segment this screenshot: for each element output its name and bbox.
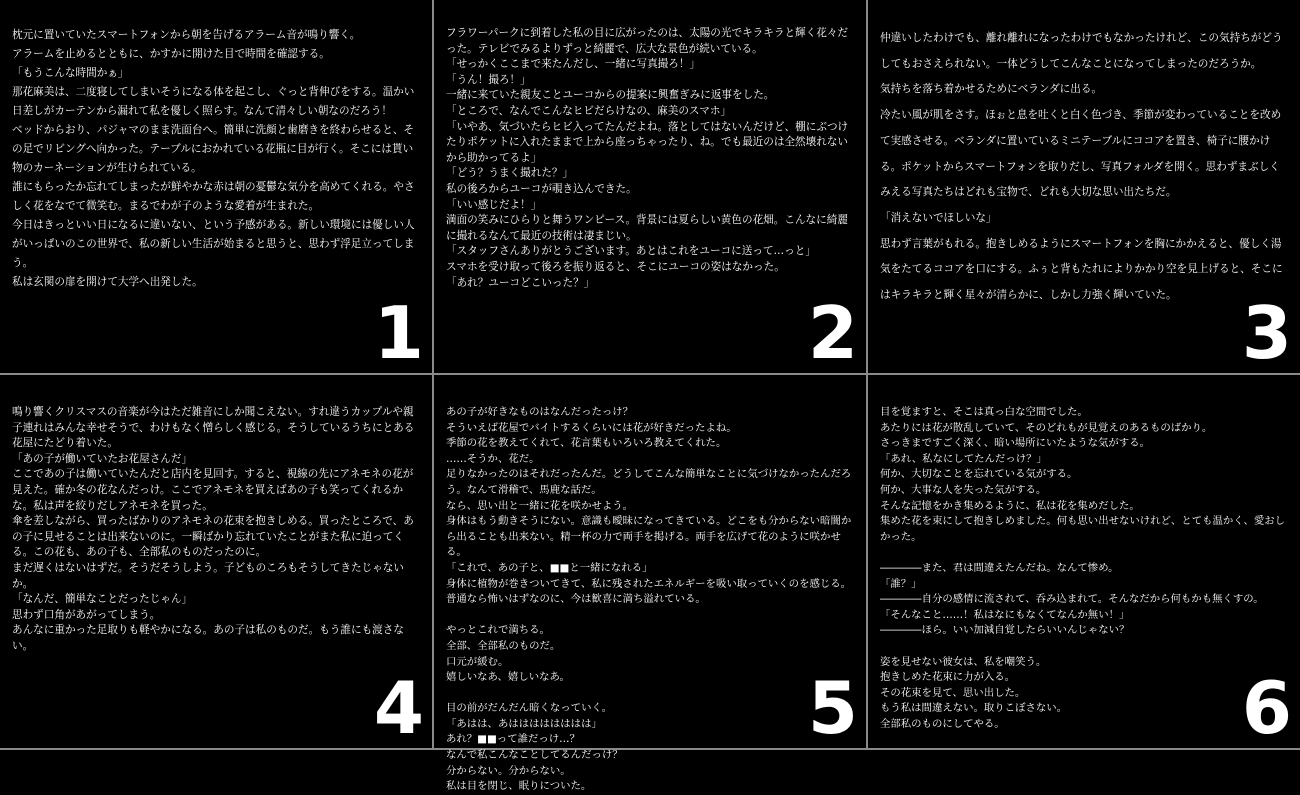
story-line: 私の後ろからユーコが覗き込んできた。 (446, 182, 637, 195)
story-line: 口元が緩む。 (446, 655, 509, 668)
story-line: 姿を見せない彼女は、私を嘲笑う。 (880, 655, 1047, 668)
story-line: もう私は間違えない。取りこぼさない。 (880, 702, 1068, 715)
story-line: その花束を見て、思い出した。 (880, 686, 1026, 699)
story-line: やっとこれで満ちる。 (446, 624, 550, 637)
story-panel-3 (868, 0, 1300, 373)
panel-number: 1 (373, 291, 424, 375)
story-line: フラワーパークに到着した私の目に広がったのは、太陽の光でキラキラと輝く花々だった。テレビでみるよりずっと綺麗で、広大な景色が続いている。 (446, 27, 849, 55)
story-line: あの子が好きなものはなんだったっけ？ (446, 406, 634, 418)
story-line: そんな記憶をかき集めるように、私は花を集めだした。 (880, 499, 1140, 512)
story-line: 「いやあ、気づいたらヒビ入ってたんだよね。落としてはないんだけど、棚にぶつけたりポケットに入れたままで上から座っちゃったり、ね。でも最近のは全然壊れないから助かってるよ」 (446, 120, 849, 164)
story-line: 目を覚ますと、そこは真っ白な空間でした。 (880, 406, 1088, 418)
panel-text (12, 26, 422, 292)
story-line: 「いい感じだよ！」 (446, 198, 542, 211)
panel-number: 6 (1241, 666, 1292, 750)
story-line: 「そんなこと……！私はなにもなくてなんか無い！」 (880, 608, 1130, 621)
panel-text (12, 405, 422, 655)
story-line: 一緒に来ていた親友ことユーコからの提案に興奮ぎみに返事をした。 (446, 89, 775, 102)
story-panel-4 (0, 375, 432, 748)
story-line: 誰にもらったか忘れてしまったが鮮やかな赤は朝の憂鬱な気分を高めてくれる。やさしく花をなでて微笑む。まるでわが子のような愛着が生まれた。 (12, 181, 415, 212)
story-line: 「あれ、私なにしてたんだっけ？」 (880, 452, 1047, 465)
story-line: あんなに重かった足取りも軽やかになる。あの子は私のものだ。もう誰にも渡さない。 (12, 624, 404, 652)
story-line: 全部、全部私のものだ。 (446, 639, 561, 652)
story-line: 傘を差しながら、買ったばかりのアネモネの花束を抱きしめる。買ったところで、あの子に見せることは出来ないのに。一瞬ばかり忘れていたことがまた私に迫ってくる。この花も、あの子も、全部私のものだったのに。 (12, 515, 414, 559)
story-line: 「どう？うまく撮れた？」 (446, 167, 574, 180)
story-line: 仲違いしたわけでも、離れ離れになったわけでもなかったけれど、この気持ちがどうしてもおさえられない。一体どうしてこんなことになってしまったのだろうか。 (880, 32, 1283, 70)
story-line: 「ところで、なんでこんなヒビだらけなの、麻美のスマホ」 (446, 104, 732, 117)
story-line: 私は目を閉じ、眠りについた。 (446, 780, 592, 793)
story-line: アラームを止めるとともに、かすかに開けた目で時間を確認する。 (12, 48, 330, 60)
story-line: ――――ほら。いい加減自覚したらいいんじゃない？ (880, 624, 1130, 637)
story-line: 「なんだ、簡単なことだったじゃん」 (12, 593, 193, 606)
blank-line (880, 639, 1290, 655)
story-line: そういえば花屋でバイトするくらいには花が好きだったよね。 (446, 421, 737, 434)
story-line: 気持ちを落ち着かせるためにベランダに出る。 (880, 83, 1103, 96)
story-line: 足りなかったのはそれだったんだ。どうしてこんな簡単なことに気づけなかったんだろう。なんて滑稽で、馬鹿な話だ。 (446, 468, 852, 496)
story-line: 今日はきっといい日になるに違いない、という予感がある。新しい環境には優しい人がいっぱいのこの世界で、私の新しい生活が始まると思うと、思わず浮足立ってしまう。 (12, 219, 415, 269)
story-line: ――――自分の感情に流されて、呑み込まれて。そんなだから何もかも無くすの。 (880, 593, 1264, 606)
story-line: 思わず口角があがってしまう。 (12, 608, 161, 621)
story-line: ……そうか、花だ。 (446, 452, 540, 465)
story-line: 「あれ？ユーコどこいった？」 (446, 276, 595, 289)
story-line: 「せっかくここまで来たんだし、一緒に写真撮ろ！」 (446, 58, 701, 71)
story-panel-6 (868, 375, 1300, 748)
panel-number: 4 (373, 666, 424, 750)
story-line: 「あはは、あはははははははは」 (446, 717, 602, 730)
story-panel-1 (0, 0, 432, 373)
story-line: 「消えないでほしいな」 (880, 211, 997, 224)
story-line: なら、思い出と一緒に花を咲かせよう。 (446, 499, 634, 512)
story-line: 「うん！撮ろ！」 (446, 73, 531, 86)
story-line: あたりには花が散乱していて、そのどれもが見覚えのあるものばかり。 (880, 421, 1213, 434)
story-line: 冷たい風が肌をさす。ほぉと息を吐くと白く色づき、季節が変わっていることを改めて実感させる。ベランダに置いているミニテーブルにココアを置き、椅子に腰かける。ポケットからスマートフォンを取りだし、写真フォルダを開く。思わずまぶしくみえる写真たちはどれも宝物で、どれも大切な思い出たちだ。 (880, 109, 1282, 199)
panel-number: 3 (1241, 291, 1292, 375)
story-line: 嬉しいなあ、嬉しいなあ。 (446, 671, 570, 684)
story-line: 何か、大事な人を失った気がする。 (880, 483, 1047, 496)
story-line: なんで私こんなことしてるんだっけ？ (446, 749, 623, 762)
story-line: あれ？■■って誰だっけ…？ (446, 733, 580, 746)
panel-text (880, 405, 1290, 732)
story-line: 集めた花を束にして抱きしめました。何も思い出せないけれど、とても温かく、愛おしかった。 (880, 515, 1286, 543)
story-line: 那花麻美は、二度寝してしまいそうになる体を起こし、ぐっと背伸びをする。温かい日差しがカーテンから漏れて私を優しく照らす。なんて清々しい朝なのだろう！ (12, 86, 415, 117)
story-line: 「これで、あの子と、■■と一緒になれる」 (446, 561, 653, 574)
story-line: 満面の笑みにひらりと舞うワンピース。背景には夏らしい黄色の花畑。こんなに綺麗に撮れるなんて最近の技術は凄まじい。 (446, 214, 848, 242)
blank-line (446, 608, 856, 624)
panel-text (880, 26, 1290, 309)
story-line: さっきまですごく深く、暗い場所にいたような気がする。 (880, 437, 1150, 450)
story-line: 季節の花を教えてくれて、花言葉もいろいろ教えてくれた。 (446, 437, 727, 450)
blank-line (446, 686, 856, 702)
story-line: 何か、大切なことを忘れている気がする。 (880, 468, 1078, 481)
story-line: スマホを受け取って後ろを振り返ると、そこにユーコの姿はなかった。 (446, 260, 785, 273)
story-line: 枕元に置いていたスマートフォンから朝を告げるアラーム音が鳴り響く。 (12, 29, 361, 41)
story-line: 身体に植物が巻きついてきて、私に残されたエネルギーを吸い取っていくのを感じる。普通なら怖いはずなのに、今は歓喜に満ち溢れている。 (446, 577, 852, 606)
story-line: ここであの子は働いていたんだと店内を見回す。すると、視線の先にアネモネの花が見えた。確か冬の花なんだっけ。ここでアネモネを買えばあの子も笑ってくれるかな。私は声を絞りだしアネモネを買った。 (12, 468, 414, 512)
story-line: 思わず言葉がもれる。抱きしめるようにスマートフォンを胸にかかえると、優しく湯気をたてるココアを口にする。ふぅと背もたれによりかかり空を見上げると、そこにはキラキラと輝く星々が清らかに、しかし力強く輝いていた。 (880, 237, 1283, 302)
story-line: まだ遅くはないはずだ。そうだそうしよう。子どものころもそうしてきたじゃないか。 (12, 561, 404, 590)
story-line: 私は玄関の扉を開けて大学へ出発した。 (12, 276, 203, 288)
panel-number: 2 (807, 291, 858, 375)
story-line: ベッドからおり、パジャマのまま洗面台へ。簡単に洗顔と歯磨きを終わらせると、その足でリビングへ向かった。テーブルにおかれている花瓶に目が行く。そこには貰い物のカーネーションが生けられている。 (12, 124, 415, 174)
story-panel-2 (434, 0, 866, 373)
story-line: 分からない。分からない。 (446, 764, 571, 777)
story-line: 身体はもう動きそうにない。意識も曖昧になってきている。どこをも分からない暗闇から出ることも出来ない。精一杯の力で両手を掲げる。両手を広げて花のように咲かせる。 (446, 515, 852, 559)
panel-text (446, 26, 856, 291)
story-panel-5 (434, 375, 866, 793)
story-line: 「誰？」 (880, 577, 922, 590)
panel-number: 5 (807, 666, 858, 750)
panel-text (446, 405, 856, 795)
story-line: 全部私のものにしてやる。 (880, 717, 1005, 730)
story-line: ――――また、君は間違えたんだね。なんて惨め。 (880, 561, 1119, 574)
story-line: 「あの子が働いていたお花屋さんだ」 (12, 452, 193, 465)
story-line: 抱きしめた花束に力が入る。 (880, 671, 1016, 684)
story-line: 「スタッフさんありがとうございます。あとはこれをユーコに送って…っと」 (446, 245, 816, 258)
story-line: 「もうこんな時間かぁ」 (12, 67, 129, 79)
story-line: 鳴り響くクリスマスの音楽が今はただ雑音にしか聞こえない。すれ違うカップルや親子連れはみんな幸せそうで、わけもなく憎らしく感じる。そうしているうちにとある花屋にたどり着いた。 (12, 406, 415, 450)
story-line: 目の前がだんだん暗くなっていく。 (446, 702, 613, 715)
blank-line (880, 545, 1290, 561)
